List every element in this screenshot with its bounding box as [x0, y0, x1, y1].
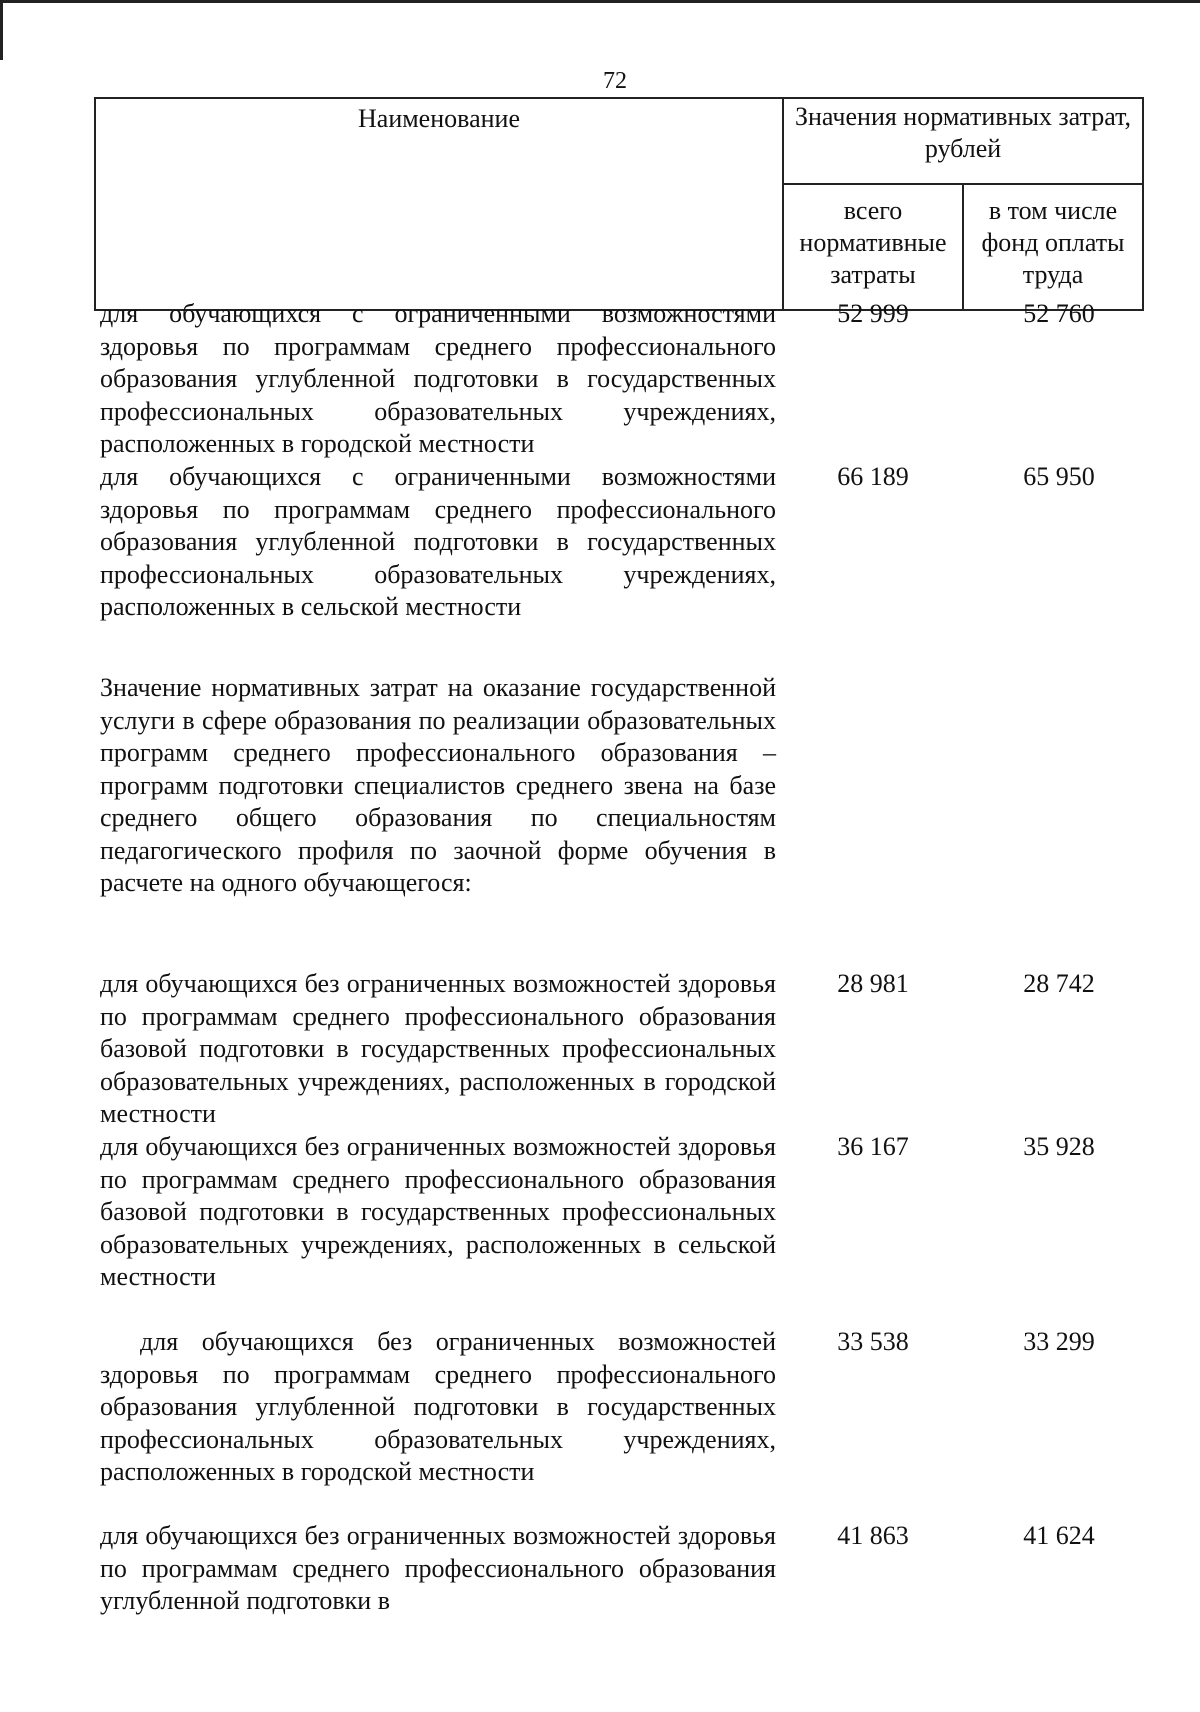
- row-total: 41 863: [837, 1521, 909, 1550]
- section-description: Значение нормативных затрат на оказание государственной услуги в сфере образования по реализации образовательных программ среднего профессионального образования – программ подготовки специалистов среднего звена на базе среднего общего образования по специальностям педагогического профиля по заочной форме обучения в расчете на одного обучающегося:: [100, 673, 776, 897]
- row-name: для обучающихся без ограниченных возможностей здоровья по программам среднего профессионального образования углубленной подготовки в: [100, 1521, 776, 1615]
- row-name: для обучающихся с ограниченными возможностями здоровья по программам среднего профессионального образования углубленной подготовки в государственных профессиональных образовательных учреждениях, расположенных в сельской местности: [100, 462, 776, 621]
- header-fund: в том числе фонд оплаты труда: [963, 184, 1143, 310]
- scan-edge-top: [0, 0, 1200, 3]
- row-fund: 52 760: [1023, 299, 1095, 328]
- header-total: всего нормативные затраты: [783, 184, 963, 310]
- row-fund: 28 742: [1023, 969, 1095, 998]
- row-fund: 35 928: [1023, 1132, 1095, 1161]
- cost-table-header: [94, 97, 1144, 311]
- row-total: 66 189: [837, 462, 909, 491]
- row-fund: 33 299: [1023, 1327, 1095, 1356]
- header-name: Наименование: [95, 98, 783, 310]
- scan-edge-left: [0, 0, 3, 60]
- row-name: для обучающихся без ограниченных возможностей здоровья по программам среднего профессионального образования базовой подготовки в государственных профессиональных образовательных учреждениях, расположенных в городской местности: [100, 969, 776, 1128]
- row-name: для обучающихся с ограниченными возможностями здоровья по программам среднего профессионального образования углубленной подготовки в государственных профессиональных образовательных учреждениях, расположенных в городской местности: [100, 299, 776, 458]
- row-fund: 65 950: [1023, 462, 1095, 491]
- row-total: 36 167: [837, 1132, 909, 1161]
- row-name: для обучающихся без ограниченных возможностей здоровья по программам среднего профессионального образования углубленной подготовки в государственных профессиональных образовательных учреждениях, расположенных в городской местности: [100, 1327, 776, 1486]
- row-total: 33 538: [837, 1327, 909, 1356]
- row-name: для обучающихся без ограниченных возможностей здоровья по программам среднего профессионального образования базовой подготовки в государственных профессиональных образовательных учреждениях, расположенных в сельской местности: [100, 1132, 776, 1291]
- row-fund: 41 624: [1023, 1521, 1095, 1550]
- row-total: 28 981: [837, 969, 909, 998]
- page-number: 72: [603, 68, 627, 94]
- header-values-group: Значения нормативных затрат, рублей: [783, 98, 1143, 184]
- row-total: 52 999: [837, 299, 909, 328]
